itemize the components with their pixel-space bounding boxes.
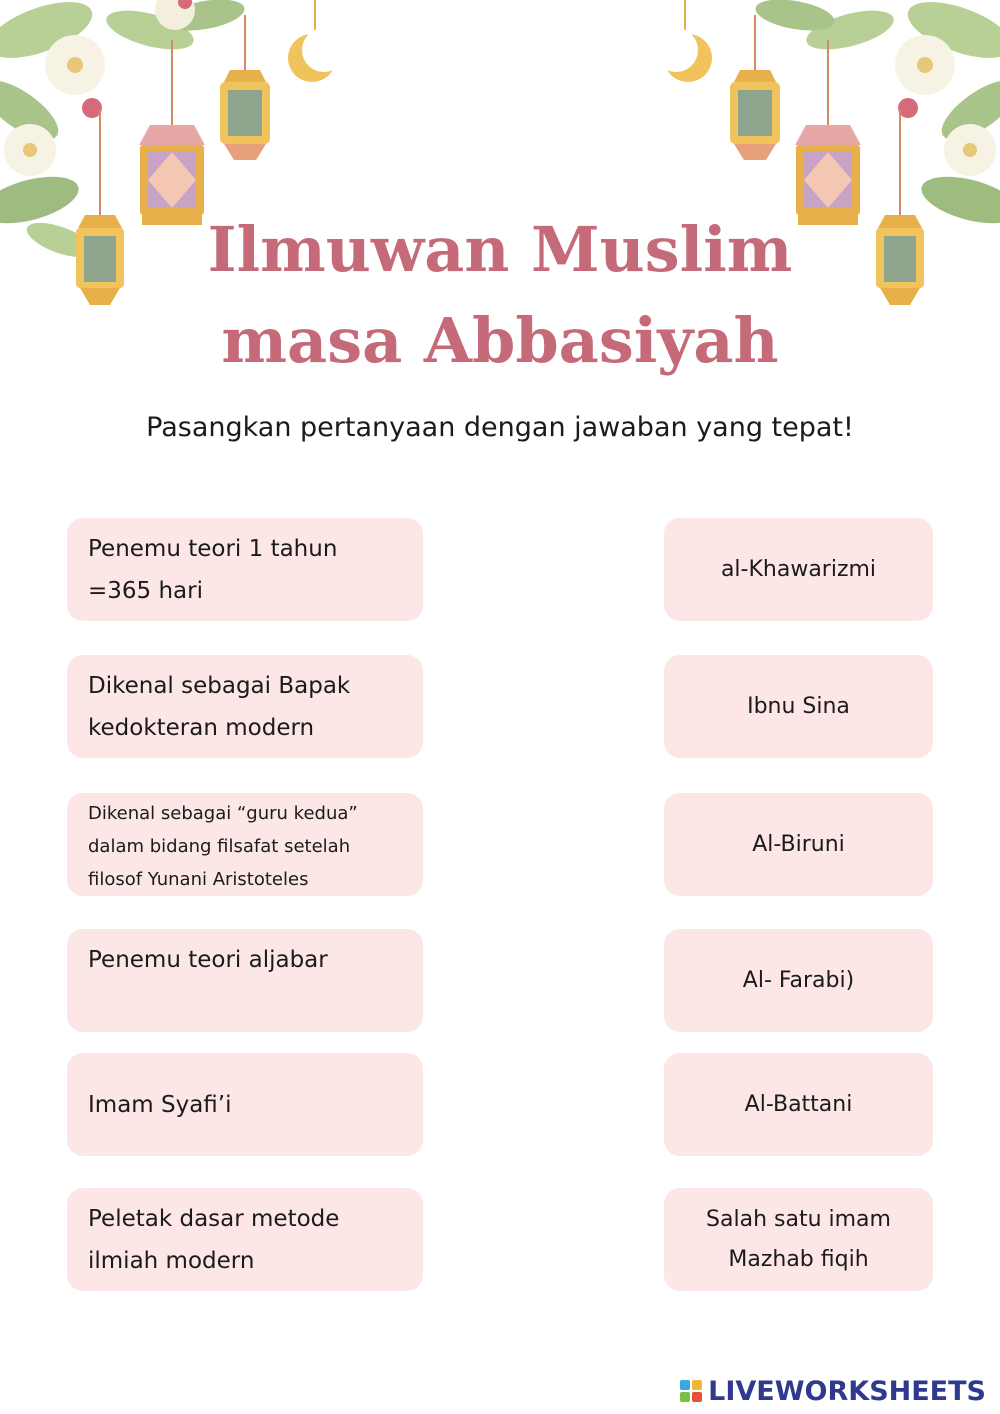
answer-box-1[interactable]: al-Khawarizmi — [664, 518, 933, 621]
answer-box-5[interactable]: Al-Battani — [664, 1053, 933, 1156]
question-box-3[interactable]: Dikenal sebagai “guru kedua” dalam bidang filsafat setelah filosof Yunani Aristoteles — [67, 793, 423, 896]
lantern-icon — [730, 70, 780, 160]
leaf-cluster-icon — [753, 0, 1000, 232]
liveworksheets-logo[interactable] — [680, 1374, 986, 1408]
crescent-moon-icon — [654, 28, 712, 82]
question-box-6[interactable]: Peletak dasar metode ilmiah modern — [67, 1188, 423, 1291]
answer-box-3[interactable]: Al-Biruni — [664, 793, 933, 896]
question-box-4[interactable]: Penemu teori aljabar — [67, 929, 423, 1032]
worksheet-title-line1: Ilmuwan Muslim — [207, 213, 793, 286]
question-box-1[interactable]: Penemu teori 1 tahun =365 hari — [67, 518, 423, 621]
answer-box-2[interactable]: Ibnu Sina — [664, 655, 933, 758]
worksheet-title-line2: masa Abbasiyah — [221, 304, 779, 377]
instruction-text: Pasangkan pertanyaan dengan jawaban yang tepat! — [146, 412, 854, 443]
liveworksheets-logo-icon — [680, 1380, 702, 1402]
crescent-moon-icon — [288, 28, 346, 82]
question-box-2[interactable]: Dikenal sebagai Bapak kedokteran modern — [67, 655, 423, 758]
lantern-icon — [220, 70, 270, 160]
question-box-5[interactable]: Imam Syafi’i — [67, 1053, 423, 1156]
answer-box-6[interactable]: Salah satu imam Mazhab fiqih — [664, 1188, 933, 1291]
answer-box-4[interactable]: Al- Farabi) — [664, 929, 933, 1032]
logo-text: LIVEWORKSHEETS — [708, 1375, 986, 1407]
